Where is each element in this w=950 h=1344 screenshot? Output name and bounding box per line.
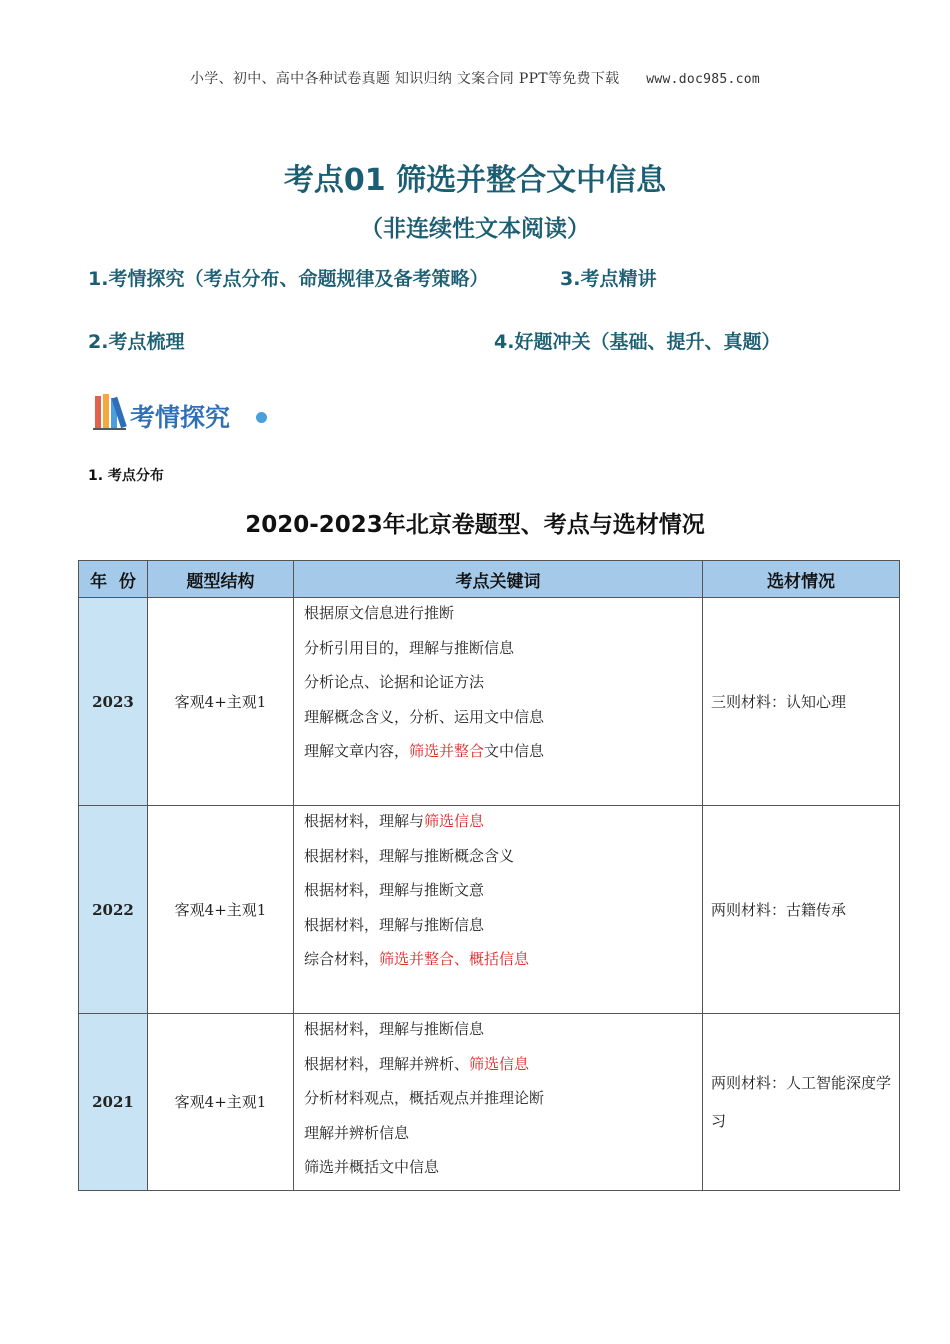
cell-year: 2021	[79, 1014, 148, 1191]
cell-keywords	[294, 1014, 703, 1191]
toc-item-3: 3.考点精讲	[560, 268, 657, 290]
header-url[interactable]: www.doc985.com	[646, 72, 760, 87]
table-row	[79, 1014, 900, 1191]
page-title: 考点01 筛选并整合文中信息	[283, 163, 667, 198]
toc-item-4: 4.好题冲关（基础、提升、真题）	[494, 331, 781, 353]
keyword-text: 根据材料，理解与	[304, 812, 425, 830]
cell-material: 两则材料：古籍传承	[703, 806, 900, 1014]
keyword-text: 根据材料，理解并辨析、	[304, 1054, 470, 1073]
keyword-text: 根据原文信息进行推断	[304, 604, 455, 622]
header-text: 小学、初中、高中各种试卷真题 知识归纳 文案合同 PPT等免费下载	[190, 71, 620, 87]
header-year: 年 份	[79, 561, 148, 598]
page-subtitle: （非连续性文本阅读）	[360, 216, 590, 242]
keyword-highlight: 筛选并整合、概括信息	[379, 950, 530, 968]
banner-text: 考情探究	[130, 403, 231, 432]
exam-table	[78, 560, 900, 1191]
keyword-text: 综合材料，	[304, 950, 380, 968]
table-row	[79, 806, 900, 1014]
header-material: 选材情况	[703, 561, 900, 598]
keyword-text: 筛选并概括文中信息	[304, 1158, 440, 1176]
toc-item-1: 1.考情探究（考点分布、命题规律及备考策略）	[88, 268, 489, 290]
header-structure: 题型结构	[148, 561, 294, 598]
cell-structure: 客观4+主观1	[148, 1014, 294, 1191]
keyword-line	[304, 601, 702, 636]
table-header-row	[79, 561, 900, 598]
keyword-line	[304, 913, 702, 948]
keyword-text: 根据材料，理解与推断信息	[304, 1020, 485, 1038]
keyword-line	[304, 636, 702, 671]
banner-dot	[256, 412, 267, 423]
keyword-line	[304, 1086, 702, 1121]
keyword-line	[304, 1155, 702, 1190]
keyword-text: 根据材料，理解与推断概念含义	[304, 846, 515, 865]
keyword-highlight: 筛选信息	[424, 812, 485, 830]
cell-material: 三则材料：认知心理	[703, 598, 900, 806]
cell-material: 两则材料：人工智能深度学习	[703, 1014, 900, 1191]
keyword-text: 文中信息	[484, 742, 545, 760]
keyword-line	[304, 670, 702, 705]
keyword-line	[304, 844, 702, 879]
cell-keywords	[294, 806, 703, 1014]
keyword-highlight: 筛选信息	[469, 1054, 530, 1073]
keyword-line	[304, 1017, 702, 1052]
keyword-text: 分析材料观点，概括观点并推理论断	[304, 1089, 545, 1107]
section-banner	[92, 392, 282, 438]
keyword-line	[304, 1052, 702, 1087]
toc-item-2: 2.考点梳理	[88, 331, 185, 353]
keyword-line	[304, 739, 702, 774]
keyword-text: 理解并辨析信息	[304, 1123, 410, 1142]
keyword-line	[304, 947, 702, 982]
cell-structure: 客观4+主观1	[148, 806, 294, 1014]
keyword-line	[304, 809, 702, 844]
keyword-text: 根据材料，理解与推断文意	[304, 881, 485, 899]
section-label: 1. 考点分布	[88, 468, 164, 484]
cell-year: 2022	[79, 806, 148, 1014]
keyword-text: 理解概念含义，分析、运用文中信息	[304, 707, 545, 726]
keyword-line	[304, 878, 702, 913]
keyword-text: 分析论点、论据和论证方法	[304, 673, 485, 691]
cell-year: 2023	[79, 598, 148, 806]
books-icon	[92, 392, 130, 432]
keyword-text: 理解文章内容，	[304, 742, 410, 760]
cell-structure: 客观4+主观1	[148, 598, 294, 806]
keyword-text: 根据材料，理解与推断信息	[304, 915, 485, 934]
table-row	[79, 598, 900, 806]
keyword-highlight: 筛选并整合	[409, 742, 485, 760]
cell-keywords	[294, 598, 703, 806]
header-keywords: 考点关键词	[294, 561, 703, 598]
keyword-line	[304, 705, 702, 740]
table-title: 2020-2023年北京卷题型、考点与选材情况	[245, 512, 705, 538]
keyword-line	[304, 1121, 702, 1156]
keyword-text: 分析引用目的，理解与推断信息	[304, 638, 515, 657]
page-header	[0, 68, 950, 88]
